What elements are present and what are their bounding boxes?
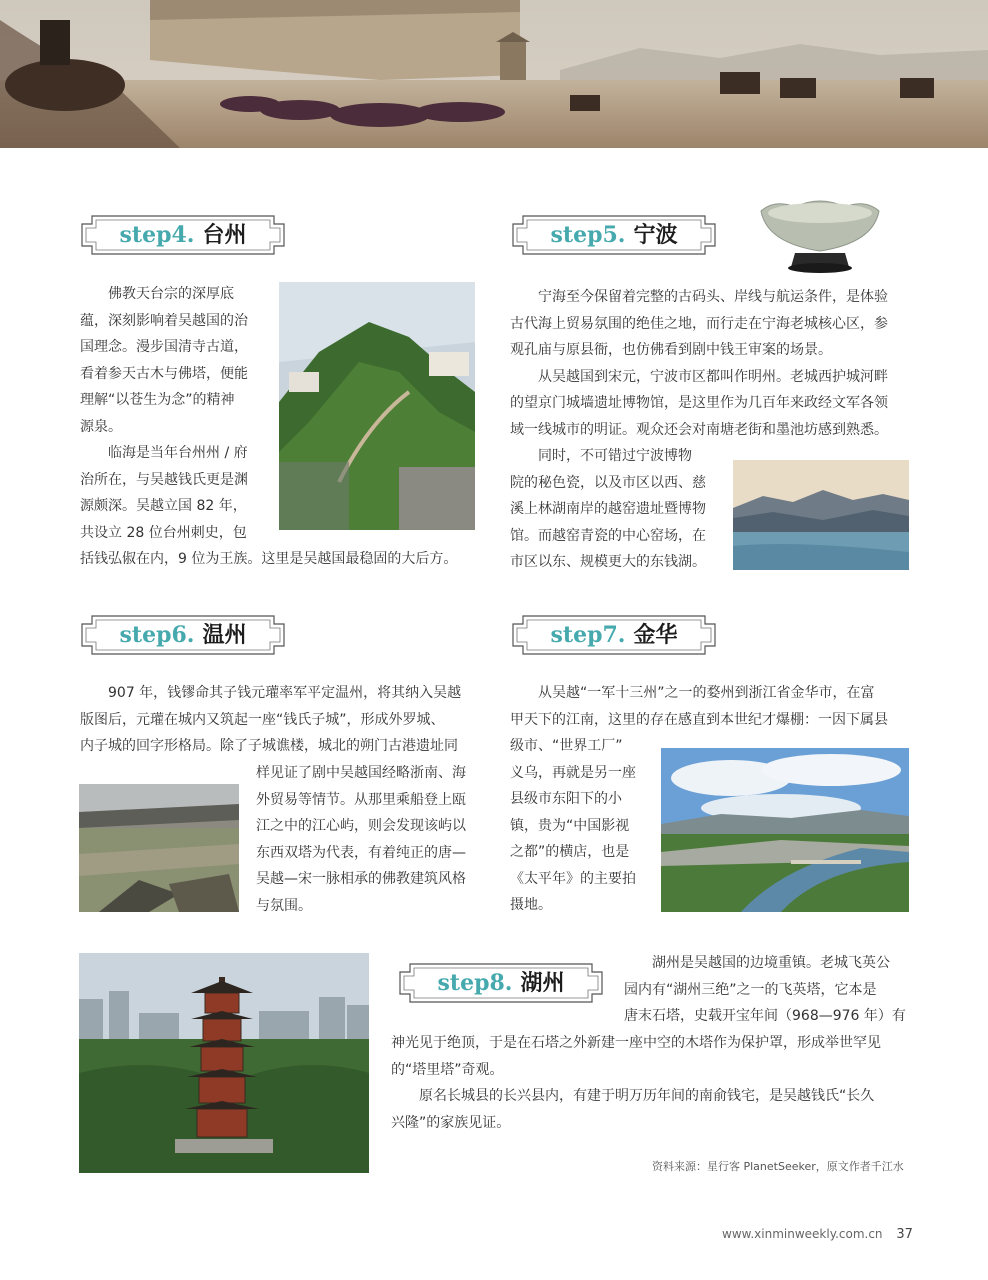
taizhou-photo-mountain-wall xyxy=(279,282,475,530)
text-line: 观孔庙与原县衙，也仿佛看到剧中钱王审案的场景。 xyxy=(510,342,832,358)
text-line: 神光见于绝顶，于是在石塔之外新建一座中空的木塔作为保护罩，形成举世罕见 xyxy=(391,1035,881,1051)
text-line: 同时，不可错过宁波博物 xyxy=(510,448,692,464)
huzhou-text-short xyxy=(624,950,914,1030)
text-line: 宁海至今保留着完整的古码头、岸线与航运条件，是体验 xyxy=(510,289,888,305)
step-number: step5. xyxy=(550,222,626,248)
jinhua-text-full xyxy=(510,680,910,733)
step-city: 湖州 xyxy=(520,970,565,996)
text-line: 溪上林湖南岸的越窑遗址暨博物 xyxy=(510,501,706,517)
battle-scene-illustration xyxy=(0,0,988,148)
step5-heading xyxy=(509,213,719,257)
source-credit: 资料来源：星行客 PlanetSeeker，原文作者千江水 xyxy=(652,1160,904,1173)
huzhou-text-full xyxy=(391,1030,913,1136)
text-line: 版图后，元瓘在城内又筑起一座“钱氏子城”，形成外罗城、 xyxy=(80,711,445,728)
step-number: step7. xyxy=(550,622,626,648)
text-line: 域一线城市的明证。观众还会对南塘老街和墨池坊感到熟悉。 xyxy=(510,421,888,438)
text-line: 临海是当年台州州 / 府 xyxy=(80,445,248,461)
text-line: 古代海上贸易氛围的绝佳之地，而行走在宁海老城核心区，参 xyxy=(510,315,888,332)
text-line: 兴隆”的家族见证。 xyxy=(391,1114,511,1131)
text-line: 佛教天台宗的深厚底 xyxy=(80,286,234,302)
text-line: 江之中的江心屿，则会发现该屿以 xyxy=(256,818,466,834)
text-line: 馆。而越窑青瓷的中心窑场，在 xyxy=(510,527,706,544)
text-line: 国理念。漫步国清寺古道， xyxy=(80,339,248,355)
text-line: 原名长城县的长兴县内，有建于明万历年间的南俞钱宅，是吴越钱氏“长久 xyxy=(391,1088,875,1104)
text-line: 《太平年》的主要拍 xyxy=(510,870,636,887)
step7-heading xyxy=(509,613,719,657)
text-line: 源颇深。吴越立国 82 年， xyxy=(80,498,247,514)
text-line: 义乌，再就是另一座 xyxy=(510,764,636,781)
text-line: 理解“以苍生为念”的精神 xyxy=(80,392,235,408)
wenzhou-port-ruins-photo xyxy=(79,784,239,912)
ningbo-text-short xyxy=(510,443,722,576)
text-line: 镇，贵为“中国影视 xyxy=(510,817,630,834)
ningbo-text-full xyxy=(510,284,910,443)
jinhua-river-city-photo xyxy=(661,748,909,912)
text-line: 摄地。 xyxy=(510,897,552,913)
text-line: 外贸易等情节。从那里乘船登上瓯 xyxy=(256,791,466,808)
text-line: 从吴越国到宋元，宁波市区都叫作明州。老城西护城河畔 xyxy=(510,368,888,385)
page-number: 37 xyxy=(896,1227,913,1242)
text-line: 县级市东阳下的小 xyxy=(510,791,622,807)
text-line: 园内有“湖州三绝”之一的飞英塔，它本是 xyxy=(624,981,877,998)
taizhou-last-line xyxy=(80,546,480,573)
text-line: 东西双塔为代表，有着纯正的唐— xyxy=(256,844,466,861)
text-line: 与氛围。 xyxy=(256,897,312,914)
step-city: 台州 xyxy=(202,222,247,248)
page-footer xyxy=(722,1227,913,1242)
step-number: step4. xyxy=(119,222,195,248)
text-line: 级市、“世界工厂” xyxy=(510,738,623,754)
wenzhou-text-full xyxy=(80,680,480,760)
step-number: step8. xyxy=(437,970,513,996)
text-line: 样见证了剧中吴越国经略浙南、海 xyxy=(256,765,466,781)
jinhua-text-short xyxy=(510,733,646,919)
text-line: 吴越—宋一脉相承的佛教建筑风格 xyxy=(256,871,466,887)
text-line: 共设立 28 位台州刺史，包 xyxy=(80,524,247,541)
step4-heading xyxy=(78,213,288,257)
text-line: 治所在，与吴越钱氏更是渊 xyxy=(80,471,248,488)
taizhou-text xyxy=(80,281,262,546)
text-line: 907 年，钱镠命其子钱元瓘率军平定温州，将其纳入吴越 xyxy=(80,685,462,701)
text-line: 的“塔里塔”奇观。 xyxy=(391,1061,504,1078)
text-line: 括钱弘俶在内，9 位为王族。这里是吴越国最稳固的大后方。 xyxy=(80,551,458,567)
step-number: step6. xyxy=(119,622,195,648)
text-line: 看着参天古木与佛塔，便能 xyxy=(80,365,248,382)
text-line: 院的秘色瓷，以及市区以西、慈 xyxy=(510,474,706,491)
step6-heading xyxy=(78,613,288,657)
huzhou-feiying-pagoda-photo xyxy=(79,953,369,1173)
text-line: 甲天下的江南，这里的存在感直到本世纪才爆棚：一因下属县 xyxy=(510,711,888,728)
text-line: 市区以东、规模更大的东钱湖。 xyxy=(510,554,706,570)
celadon-bowl-photo xyxy=(755,191,885,275)
text-line: 蕴，深刻影响着吴越国的治 xyxy=(80,312,248,329)
text-line: 从吴越“一军十三州”之一的婺州到浙江省金华市，在富 xyxy=(510,685,875,701)
wenzhou-text-short xyxy=(256,760,482,919)
ningbo-lake-photo xyxy=(733,460,909,570)
step-city: 金华 xyxy=(633,622,678,648)
text-line: 的望京门城墙遗址博物馆，是这里作为几百年来政经文军各领 xyxy=(510,395,888,411)
website-url: www.xinminweekly.com.cn xyxy=(722,1227,883,1241)
text-line: 源泉。 xyxy=(80,418,122,435)
step-city: 温州 xyxy=(202,622,247,648)
text-line: 内子城的回字形格局。除了子城谯楼，城北的朔门古港遗址同 xyxy=(80,738,458,754)
text-line: 唐末石塔，史载开宝年间（968—976 年）有 xyxy=(624,1008,906,1024)
text-line: 湖州是吴越国的边境重镇。老城飞英公 xyxy=(624,955,890,971)
step-city: 宁波 xyxy=(633,222,678,248)
header-banner-photo xyxy=(0,0,988,148)
step8-heading xyxy=(396,961,606,1005)
text-line: 之都”的横店，也是 xyxy=(510,844,630,860)
